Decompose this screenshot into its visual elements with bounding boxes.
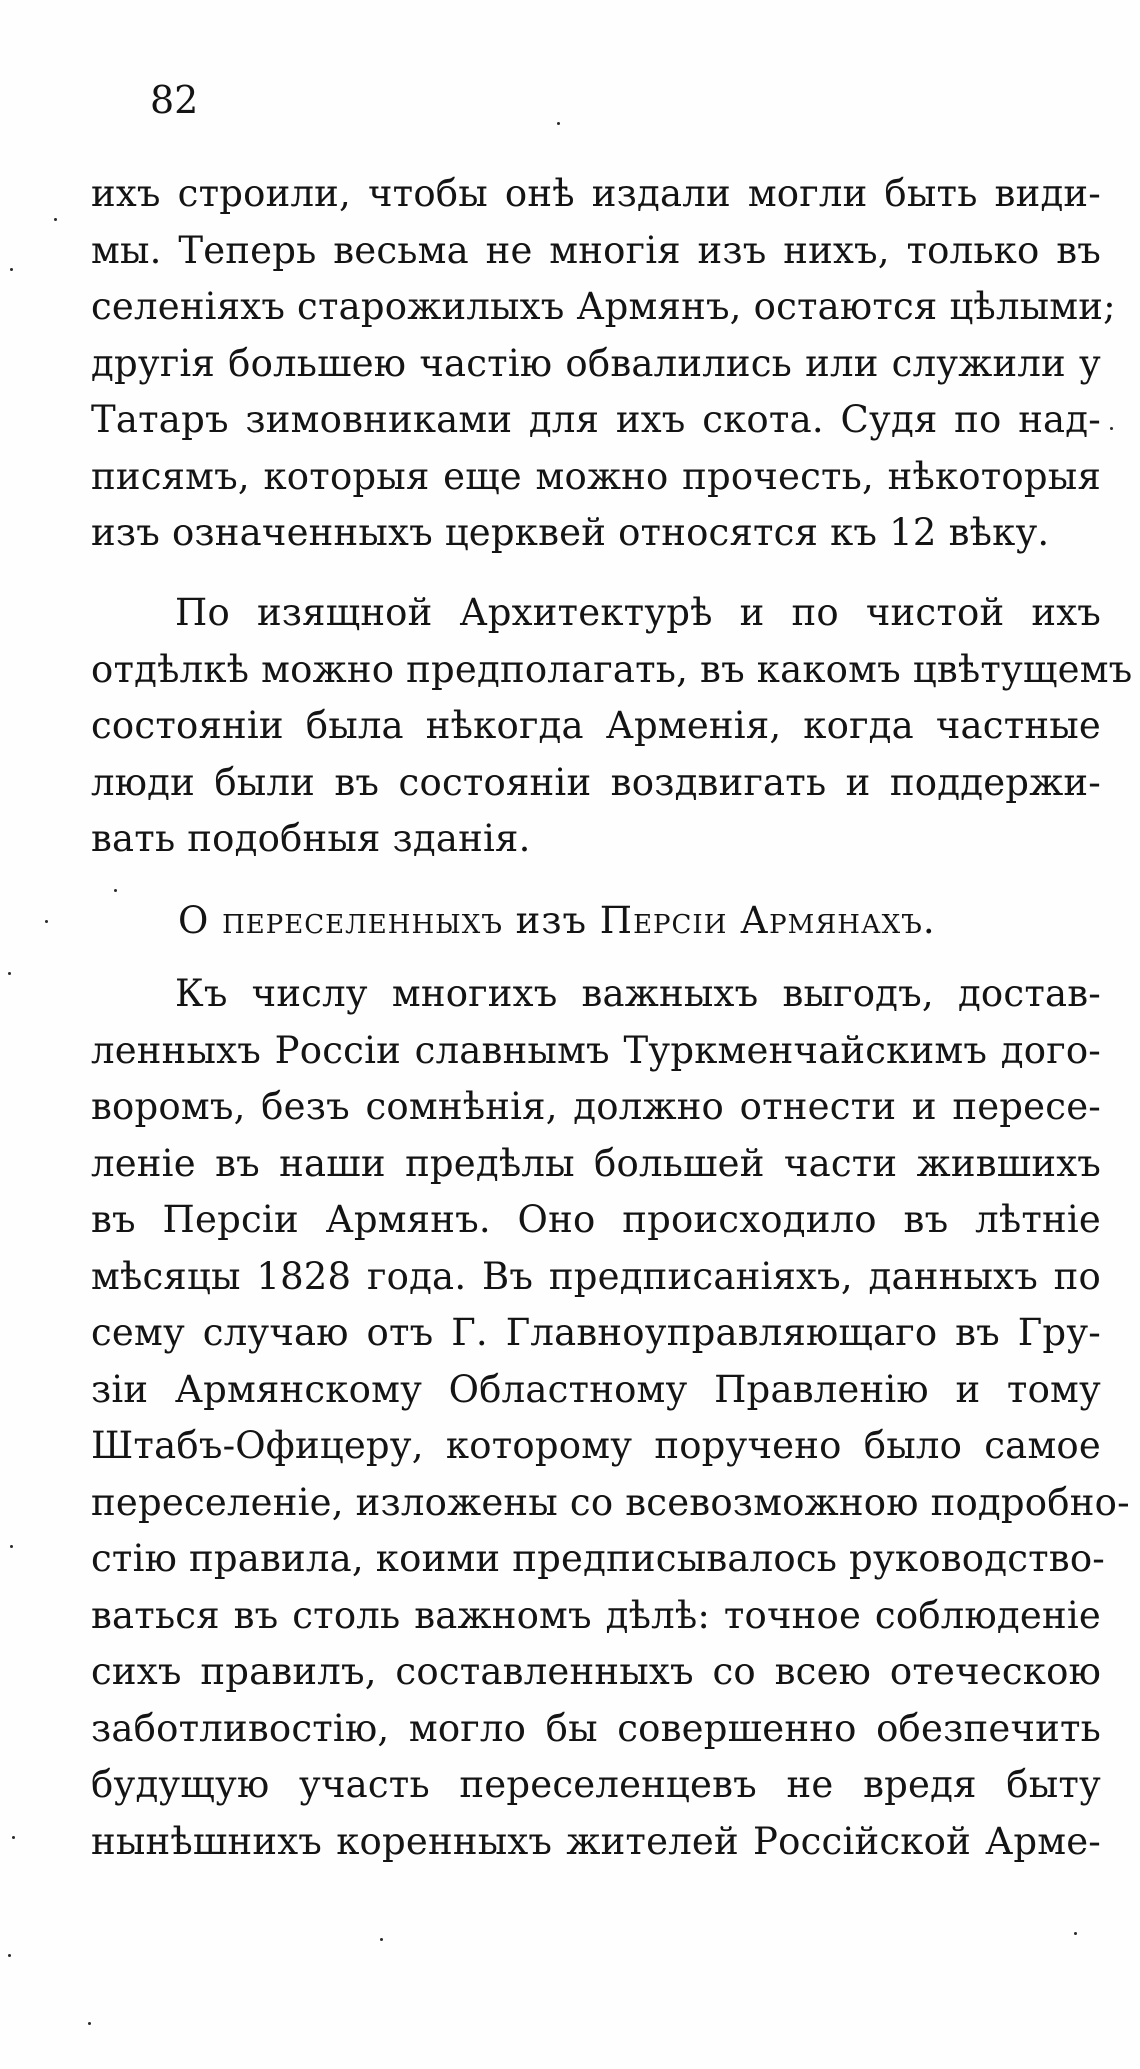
scan-speck — [88, 2022, 91, 2025]
text-line: заботливостію, могло бы совершенно обезпечить — [91, 1706, 1101, 1750]
scan-speck — [10, 268, 13, 271]
text-line: ленныхъ Россіи славнымъ Туркменчайскимъ дого- — [91, 1028, 1101, 1072]
text-line: состояніи была нѣкогда Арменія, когда частные — [91, 704, 1101, 747]
section-heading — [178, 893, 936, 949]
scan-speck — [8, 1954, 11, 1957]
text-line: стію правила, коими предписывалось руководство- — [91, 1537, 1106, 1580]
text-line: другія большею частію обвалились или служили у — [91, 341, 1101, 385]
scan-speck — [1110, 427, 1113, 430]
scan-speck — [8, 972, 11, 975]
paragraph-2 — [91, 585, 1133, 868]
text-line: мѣсяцы 1828 года. Въ предписаніяхъ, данныхъ по — [91, 1254, 1101, 1298]
text-line: вать подобныя зданія. — [91, 817, 531, 860]
paragraph-1 — [91, 166, 1116, 562]
scan-speck — [54, 218, 57, 221]
text-line: люди были въ состояніи воздвигать и поддержи- — [91, 760, 1101, 804]
heading-text: О — [178, 899, 223, 942]
text-line: сихъ правилъ, составленныхъ со всею отеческою — [91, 1650, 1101, 1693]
scan-speck — [45, 920, 48, 923]
text-line: отдѣлкѣ можно предполагать, въ какомъ цвѣтущемъ — [91, 647, 1133, 691]
text-line: По изящной Архитектурѣ и по чистой ихъ — [175, 591, 1101, 634]
text-line: сему случаю отъ Г. Главноуправляющаго въ Гру- — [91, 1311, 1101, 1354]
scan-speck — [557, 122, 560, 125]
heading-text: переселенныхъ — [222, 899, 503, 942]
scan-speck — [380, 1938, 383, 1941]
text-line: селеніяхъ старожилыхъ Армянъ, остаются цѣлыми; — [91, 285, 1116, 328]
heading-text: изъ — [502, 899, 600, 942]
text-line: изъ означенныхъ церквей относятся къ 12 вѣку. — [91, 511, 1050, 554]
paragraph-3 — [91, 966, 1130, 1870]
text-line: Къ числу многихъ важныхъ выгодъ, достав- — [175, 972, 1101, 1015]
page-number: 82 — [150, 78, 199, 122]
text-line: ваться въ столь важномъ дѣлѣ: точное соблюденіе — [91, 1593, 1101, 1637]
text-line: будущую участь переселенцевъ не вредя быту — [91, 1763, 1101, 1806]
text-line: Татаръ зимовниками для ихъ скота. Судя по над- — [91, 398, 1101, 441]
scan-speck — [10, 1545, 13, 1548]
text-line: Штабъ-Офицеру, которому поручено было самое — [91, 1424, 1101, 1467]
heading-text: . — [922, 899, 936, 942]
text-line: леніе въ наши предѣлы большей части жившихъ — [91, 1141, 1101, 1185]
text-line: мы. Теперь весьма не многія изъ нихъ, только въ — [91, 228, 1101, 272]
text-line: въ Персіи Армянъ. Оно происходило въ лѣтніе — [91, 1198, 1101, 1241]
text-line: ихъ строили, чтобы онѣ издали могли быть види- — [91, 172, 1101, 215]
heading-text: Персіи Армянахъ — [599, 899, 923, 942]
text-line: нынѣшнихъ коренныхъ жителей Россійской Арме- — [91, 1819, 1101, 1863]
scan-speck — [12, 1836, 15, 1839]
scan-speck — [114, 889, 117, 892]
text-line: воромъ, безъ сомнѣнія, должно отнести и пересе- — [91, 1085, 1101, 1128]
scan-speck — [1074, 1932, 1077, 1935]
text-line: зіи Армянскому Областному Правленію и тому — [91, 1367, 1101, 1411]
text-line: писямъ, которыя еще можно прочесть, нѣкоторыя — [91, 454, 1101, 498]
text-line: переселеніе, изложены со всевозможною подробно- — [91, 1480, 1130, 1524]
